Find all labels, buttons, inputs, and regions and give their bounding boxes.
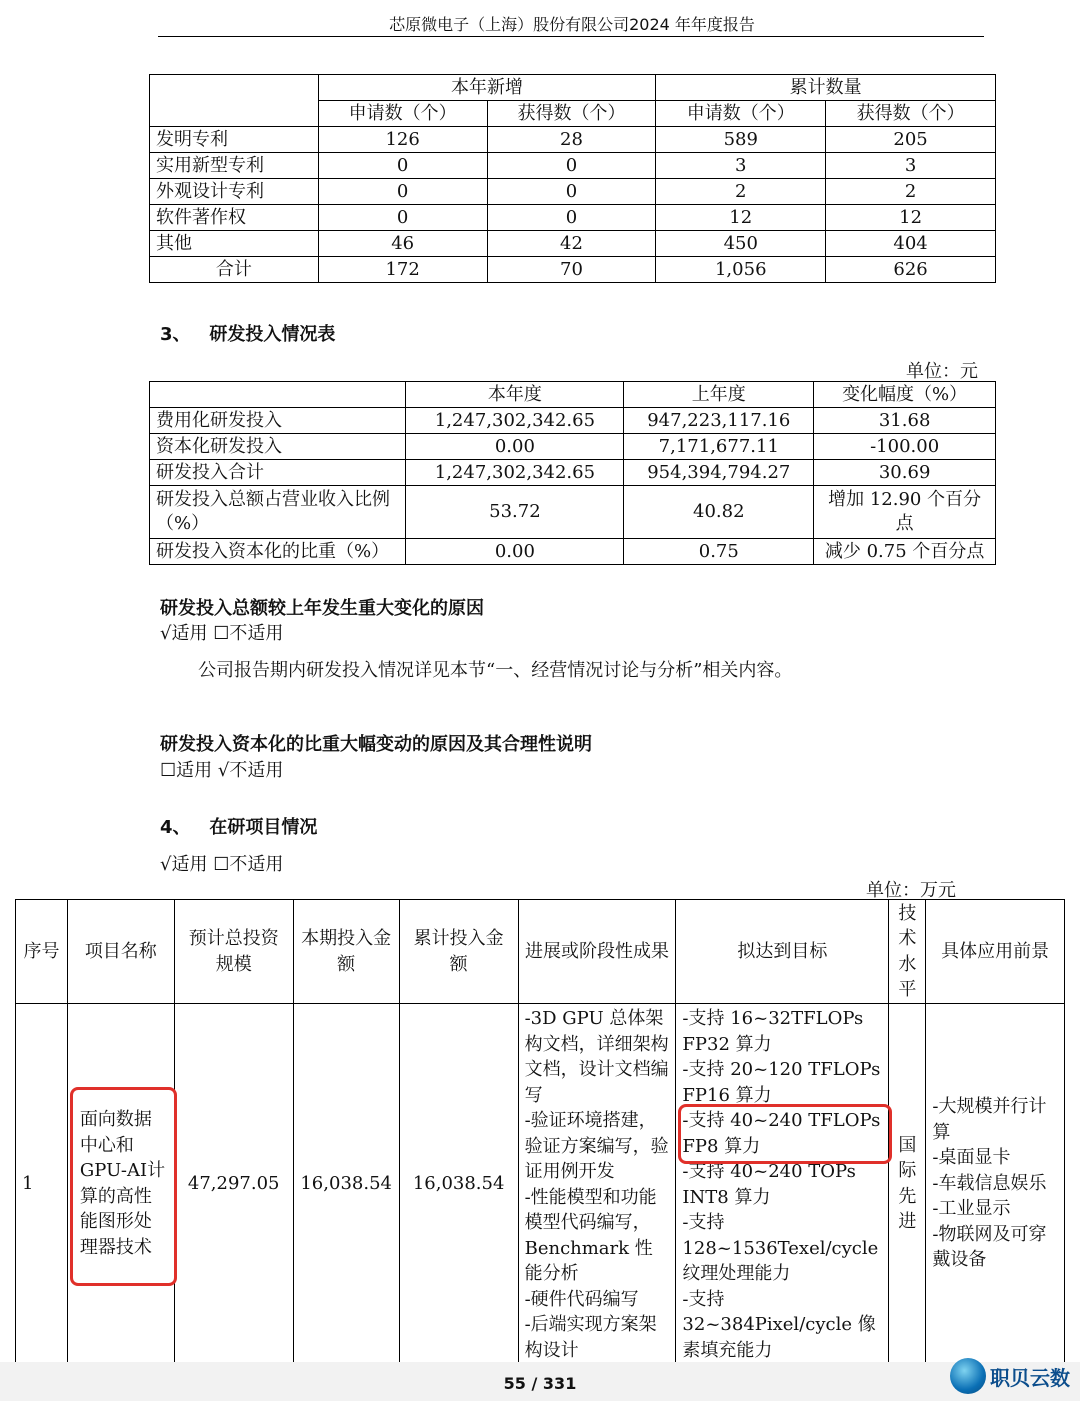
cell: 70 [487, 257, 656, 283]
cell: 0.00 [406, 539, 624, 565]
section-3-title: 3、 研发投入情况表 [160, 324, 336, 345]
cell: 28 [487, 127, 656, 153]
tech-level: 国际先进 [889, 1004, 926, 1364]
target-item: -支持 32~384Pixel/cycle 像素填充能力 [682, 1288, 876, 1361]
application-item: -桌面显卡 [932, 1147, 1011, 1169]
cell: 1,056 [656, 257, 826, 283]
cell: 0 [318, 179, 487, 205]
project-name: 面向数据中心和GPU-AI计算的高性能图形处理器技术 [67, 1004, 174, 1364]
cell: 12 [826, 205, 996, 231]
row-index: 1 [16, 1004, 68, 1364]
progress-item: -3D GPU 总体架构文档，详细架构文档，设计文档编写 [524, 1008, 669, 1106]
cell: 53.72 [406, 486, 624, 539]
cell: 42 [487, 231, 656, 257]
reason2-options: ☐适用 √不适用 [160, 760, 284, 781]
progress-item: -后端实现方案架构设计 [524, 1314, 657, 1361]
table-row [150, 205, 996, 231]
target-item: -支持 40~240 TOPs INT8 算力 [682, 1161, 856, 1208]
cell: 0 [487, 205, 656, 231]
header-target: 拟达到目标 [676, 900, 889, 1004]
cell: 954,394,794.27 [624, 460, 814, 486]
cell: 0 [318, 205, 487, 231]
row-label: 研发投入资本化的比重（%） [150, 539, 406, 565]
globe-icon [950, 1358, 986, 1394]
cell: 增加 12.90 个百分点 [814, 486, 996, 539]
fp8-target-highlight [678, 1104, 892, 1164]
cell: -100.00 [814, 434, 996, 460]
report-header: 芯原微电子（上海）股份有限公司2024 年年度报告 [389, 15, 755, 34]
column-header: 上年度 [624, 382, 814, 408]
group-header-new: 本年新增 [318, 75, 656, 101]
cell: 12 [656, 205, 826, 231]
patent-table [149, 74, 996, 283]
target-cell [676, 1004, 889, 1364]
sub-header: 申请数（个） [318, 101, 487, 127]
cell: 30.69 [814, 460, 996, 486]
unit-label: 单位：万元 [866, 880, 956, 901]
target-item: -支持 20~120 TFLOPs FP16 算力 [682, 1059, 881, 1106]
cell: 126 [318, 127, 487, 153]
cell: 450 [656, 231, 826, 257]
patent-corner-cell [150, 75, 319, 127]
application-item: -工业显示 [932, 1198, 1011, 1220]
row-label: 发明专利 [150, 127, 319, 153]
header-progress: 进展或阶段性成果 [518, 900, 676, 1004]
cell: 205 [826, 127, 996, 153]
cell: 40.82 [624, 486, 814, 539]
cell: 626 [826, 257, 996, 283]
header-index: 序号 [16, 900, 68, 1004]
cell: 947,223,117.16 [624, 408, 814, 434]
sub-header: 获得数（个） [826, 101, 996, 127]
reason2-title: 研发投入资本化的比重大幅变动的原因及其合理性说明 [160, 734, 592, 755]
table-row [150, 153, 996, 179]
row-label: 资本化研发投入 [150, 434, 406, 460]
cell: 2 [656, 179, 826, 205]
cell: 1,247,302,342.65 [406, 408, 624, 434]
sub-header: 获得数（个） [487, 101, 656, 127]
row-label: 合计 [150, 257, 319, 283]
cell: 0 [487, 179, 656, 205]
table-row [150, 408, 996, 434]
cell: 0.00 [406, 434, 624, 460]
cell: 0 [487, 153, 656, 179]
row-label: 外观设计专利 [150, 179, 319, 205]
target-item: -支持 128~1536Texel/cycle 纹理处理能力 [682, 1212, 879, 1284]
cell: 7,171,677.11 [624, 434, 814, 460]
total-investment: 47,297.05 [174, 1004, 293, 1364]
reason1-text: 公司报告期内研发投入情况详见本节“一、经营情况讨论与分析”相关内容。 [198, 660, 793, 681]
application-cell [926, 1004, 1065, 1364]
header-cumulative: 累计投入金额 [399, 900, 518, 1004]
reason1-title: 研发投入总额较上年发生重大变化的原因 [160, 598, 484, 619]
table-row-total [150, 257, 996, 283]
application-item: -大规模并行计算 [932, 1096, 1047, 1143]
target-item-highlighted: -支持 40~240 TFLOPs FP8 算力 [682, 1110, 881, 1157]
table-row [150, 231, 996, 257]
cell: 46 [318, 231, 487, 257]
table-row [150, 460, 996, 486]
cell: 0 [318, 153, 487, 179]
row-label: 研发投入总额占营业收入比例（%） [150, 486, 406, 539]
row-label: 实用新型专利 [150, 153, 319, 179]
logo-text: 职贝云数 [990, 1365, 1070, 1390]
header-divider [158, 36, 984, 37]
progress-item: -性能模型和功能模型代码编写，Benchmark 性能分析 [524, 1186, 657, 1284]
current-investment: 16,038.54 [293, 1004, 399, 1364]
cell: 0.75 [624, 539, 814, 565]
section4-options: √适用 ☐不适用 [160, 854, 284, 875]
table-row [150, 486, 996, 539]
header-application: 具体应用前景 [926, 900, 1065, 1004]
cell: 589 [656, 127, 826, 153]
cell: 减少 0.75 个百分点 [814, 539, 996, 565]
progress-item: -硬件代码编写 [524, 1288, 639, 1310]
header-current: 本期投入金额 [293, 900, 399, 1004]
row-label: 研发投入合计 [150, 460, 406, 486]
target-item: -支持 16~32TFLOPs FP32 算力 [682, 1008, 864, 1055]
row-label: 软件著作权 [150, 205, 319, 231]
application-item: -物联网及可穿戴设备 [932, 1223, 1047, 1271]
header-name: 项目名称 [67, 900, 174, 1004]
table-row [150, 434, 996, 460]
section-4-title: 4、 在研项目情况 [160, 817, 318, 838]
sub-header: 申请数（个） [656, 101, 826, 127]
header-total: 预计总投资规模 [174, 900, 293, 1004]
rd-corner-cell [150, 382, 406, 408]
progress-cell [518, 1004, 676, 1364]
column-header: 本年度 [406, 382, 624, 408]
row-label: 费用化研发投入 [150, 408, 406, 434]
project-name-highlight [70, 1087, 177, 1286]
rd-investment-table [149, 381, 996, 565]
table-row [150, 127, 996, 153]
unit-label: 单位：元 [906, 361, 978, 382]
cell: 172 [318, 257, 487, 283]
reason1-options: √适用 ☐不适用 [160, 623, 284, 644]
cell: 2 [826, 179, 996, 205]
cell: 3 [656, 153, 826, 179]
table-row [150, 539, 996, 565]
cell: 404 [826, 231, 996, 257]
table-row [150, 179, 996, 205]
progress-item: -验证环境搭建，验证方案编写，验证用例开发 [524, 1110, 669, 1182]
brand-logo [950, 1358, 1070, 1394]
column-header: 变化幅度（%） [814, 382, 996, 408]
row-label: 其他 [150, 231, 319, 257]
cumulative-investment: 16,038.54 [399, 1004, 518, 1364]
application-item: -车载信息娱乐 [932, 1172, 1047, 1194]
cell: 31.68 [814, 408, 996, 434]
page-number: 55 / 331 [503, 1374, 577, 1393]
header-level: 技术水平 [889, 900, 926, 1004]
cell: 1,247,302,342.65 [406, 460, 624, 486]
group-header-cumulative: 累计数量 [656, 75, 996, 101]
cell: 3 [826, 153, 996, 179]
